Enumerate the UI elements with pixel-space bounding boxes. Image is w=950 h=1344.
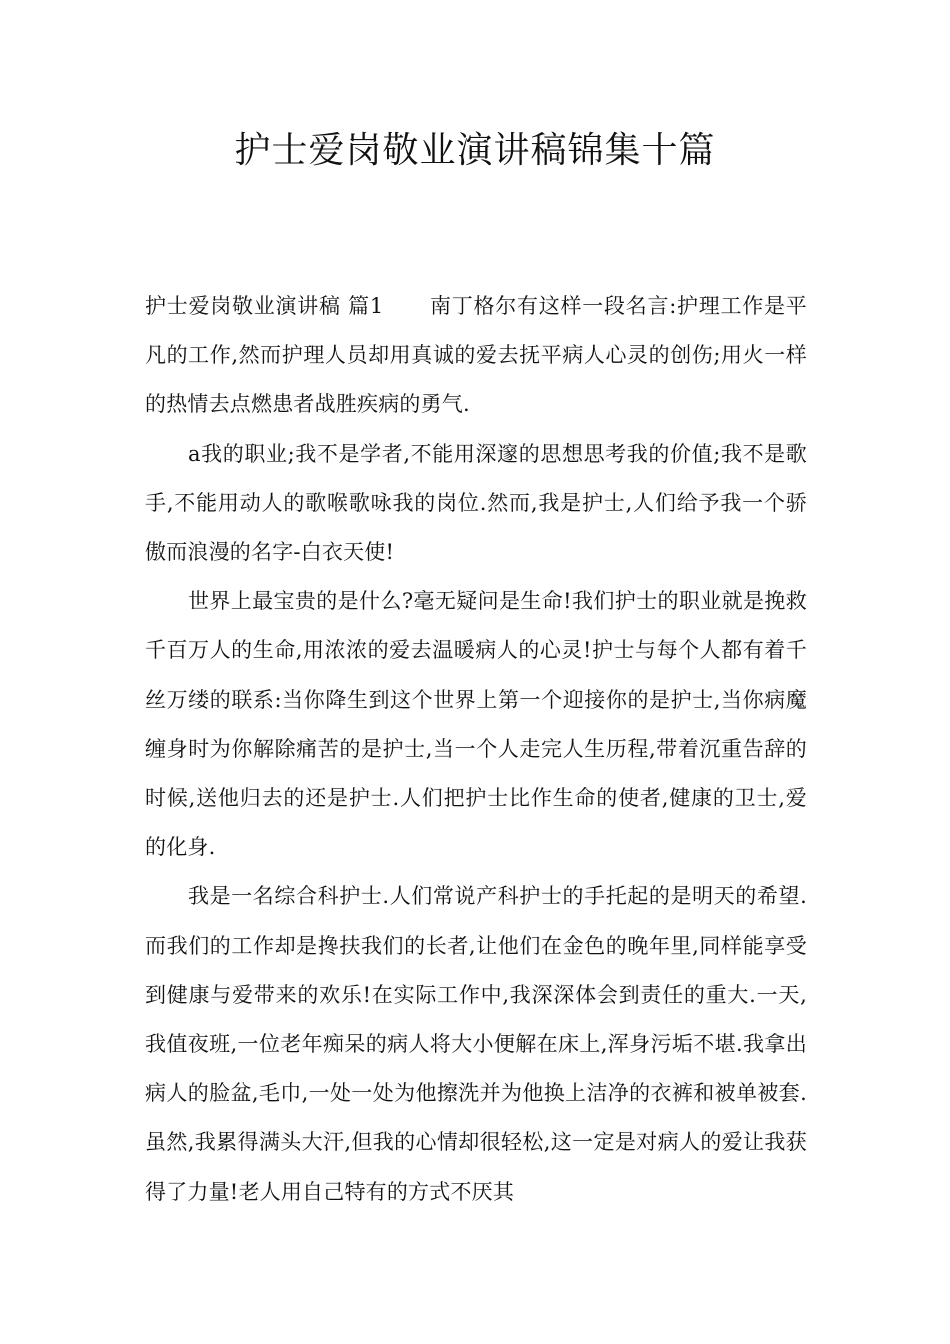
paragraph-4: 我是一名综合科护士.人们常说产科护士的手托起的是明天的希望.而我们的工作却是搀扶我们的长者,让他们在金色的晚年里,同样能享受到健康与爱带来的欢乐!在实际工作中,我深深体会到责任的重大.一天,我值夜班,一位老年痴呆的病人将大小便解在床上,浑身污垢不堪.我拿出病人的脸盆,毛巾,一处一处为他擦洗并为他换上洁净的衣裤和被单被套.虽然,我累得满头大汗,但我的心情却很轻松,这一定是对病人的爱让我获得了力量!老人用自己特有的方式不厌其	[145, 884, 807, 1204]
document-title: 护士爱岗敬业演讲稿锦集十篇	[234, 130, 716, 171]
paragraph-2: a我的职业;我不是学者,不能用深邃的思想思考我的价值;我不是歌手,不能用动人的歌喉歌咏我的岗位.然而,我是护士,人们给予我一个骄傲而浪漫的名字-白衣天使!	[145, 441, 807, 565]
paragraph-1-text: 南丁格尔有这样一段名言:护理工作是平凡的工作,然而护理人员却用真诚的爱去抚平病人心灵的创伤;用火一样的热情去点燃患者战胜疾病的勇气.	[145, 294, 807, 417]
paragraph-3: 世界上最宝贵的是什么?毫无疑问是生命!我们护士的职业就是挽救千百万人的生命,用浓浓的爱去温暖病人的心灵!护士与每个人都有着千丝万缕的联系:当你降生到这个世界上第一个迎接你的是护士,当你病魔缠身时为你解除痛苦的是护士,当一个人走完人生历程,带着沉重告辞的时候,送他归去的还是护士.人们把护士比作生命的使者,健康的卫士,爱的化身.	[145, 589, 807, 860]
paragraph-1	[145, 282, 807, 430]
document-body	[145, 282, 807, 1217]
section-label: 护士爱岗敬业演讲稿 篇1	[145, 294, 384, 318]
